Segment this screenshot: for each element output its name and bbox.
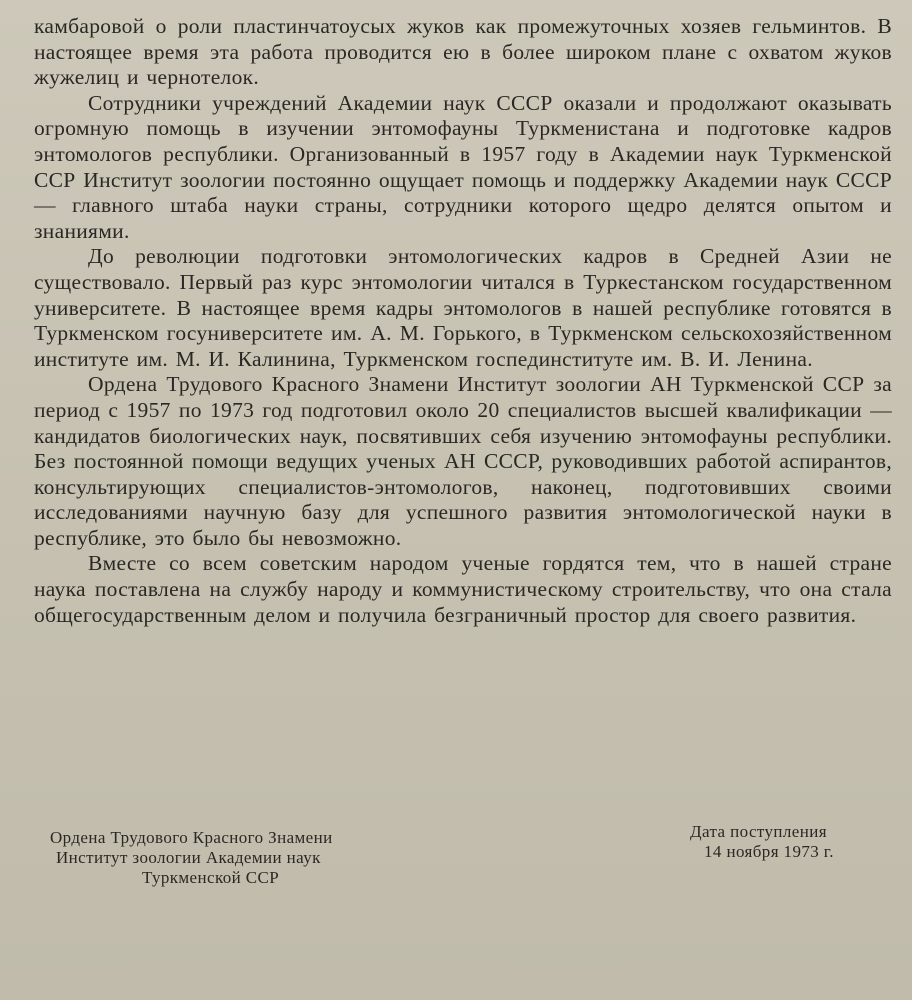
paragraph-conclusion: Вместе со всем советским народом ученые гордятся тем, что в нашей стране наука поставлена на службу народу и коммунистическому строительству, что она стала общегосударственным делом и получила безграничный простор для своего развития. <box>34 551 892 627</box>
affiliation-line-2: Институт зоологии Академии наук <box>56 848 321 867</box>
document-body <box>34 14 892 628</box>
paragraph-training-history: До революции подготовки энтомологических кадров в Средней Азии не существовало. Первый раз курс энтомологии читался в Туркестанском государственном университете. В настоящее время кадры энтомологов в нашей республике готовятся в Туркменском госуниверситете им. А. М. Горького, в Туркменском сельскохозяйственном институте им. М. И. Калинина, Туркменском госпединституте им. В. И. Ленина. <box>34 244 892 371</box>
paragraph-institute-specialists: Ордена Трудового Красного Знамени Институт зоологии АН Туркменской ССР за период с 1957 по 1973 год подготовил около 20 специалистов высшей квалификации — кандидатов биологических наук, посвятивших себя изучению энтомофауны республики. Без постоянной помощи ведущих ученых АН СССР, руководивших работой аспирантов, консультирующих специалистов-энтомологов, наконец, подготовивших своими исследованиями научную базу для успешного развития энтомологической науки в республике, это было бы невозможно. <box>34 372 892 550</box>
document-footer <box>0 822 912 908</box>
author-affiliation <box>50 828 333 888</box>
affiliation-line-3: Туркменской ССР <box>142 868 280 887</box>
received-label: Дата поступления <box>690 822 827 841</box>
paragraph-ussr-academy-help: Сотрудники учреждений Академии наук СССР оказали и продолжают оказывать огромную помощь в изучении энтомофауны Туркменистана и подготовке кадров энтомологов республики. Организованный в 1957 году в Академии наук Туркменской ССР Институт зоологии постоянно ощущает помощь и поддержку Академии наук СССР — главного штаба науки страны, сотрудники которого щедро делятся опытом и знаниями. <box>34 90 892 243</box>
received-value: 14 ноября 1973 г. <box>704 842 834 861</box>
paragraph-continued: камбаровой о роли пластинчатоусых жуков как промежуточных хозяев гельминтов. В настоящее время эта работа проводится ею в более широком плане с охватом жуков жужелиц и чернотелок. <box>34 14 892 90</box>
received-date <box>690 822 834 862</box>
affiliation-line-1: Ордена Трудового Красного Знамени <box>50 828 333 847</box>
